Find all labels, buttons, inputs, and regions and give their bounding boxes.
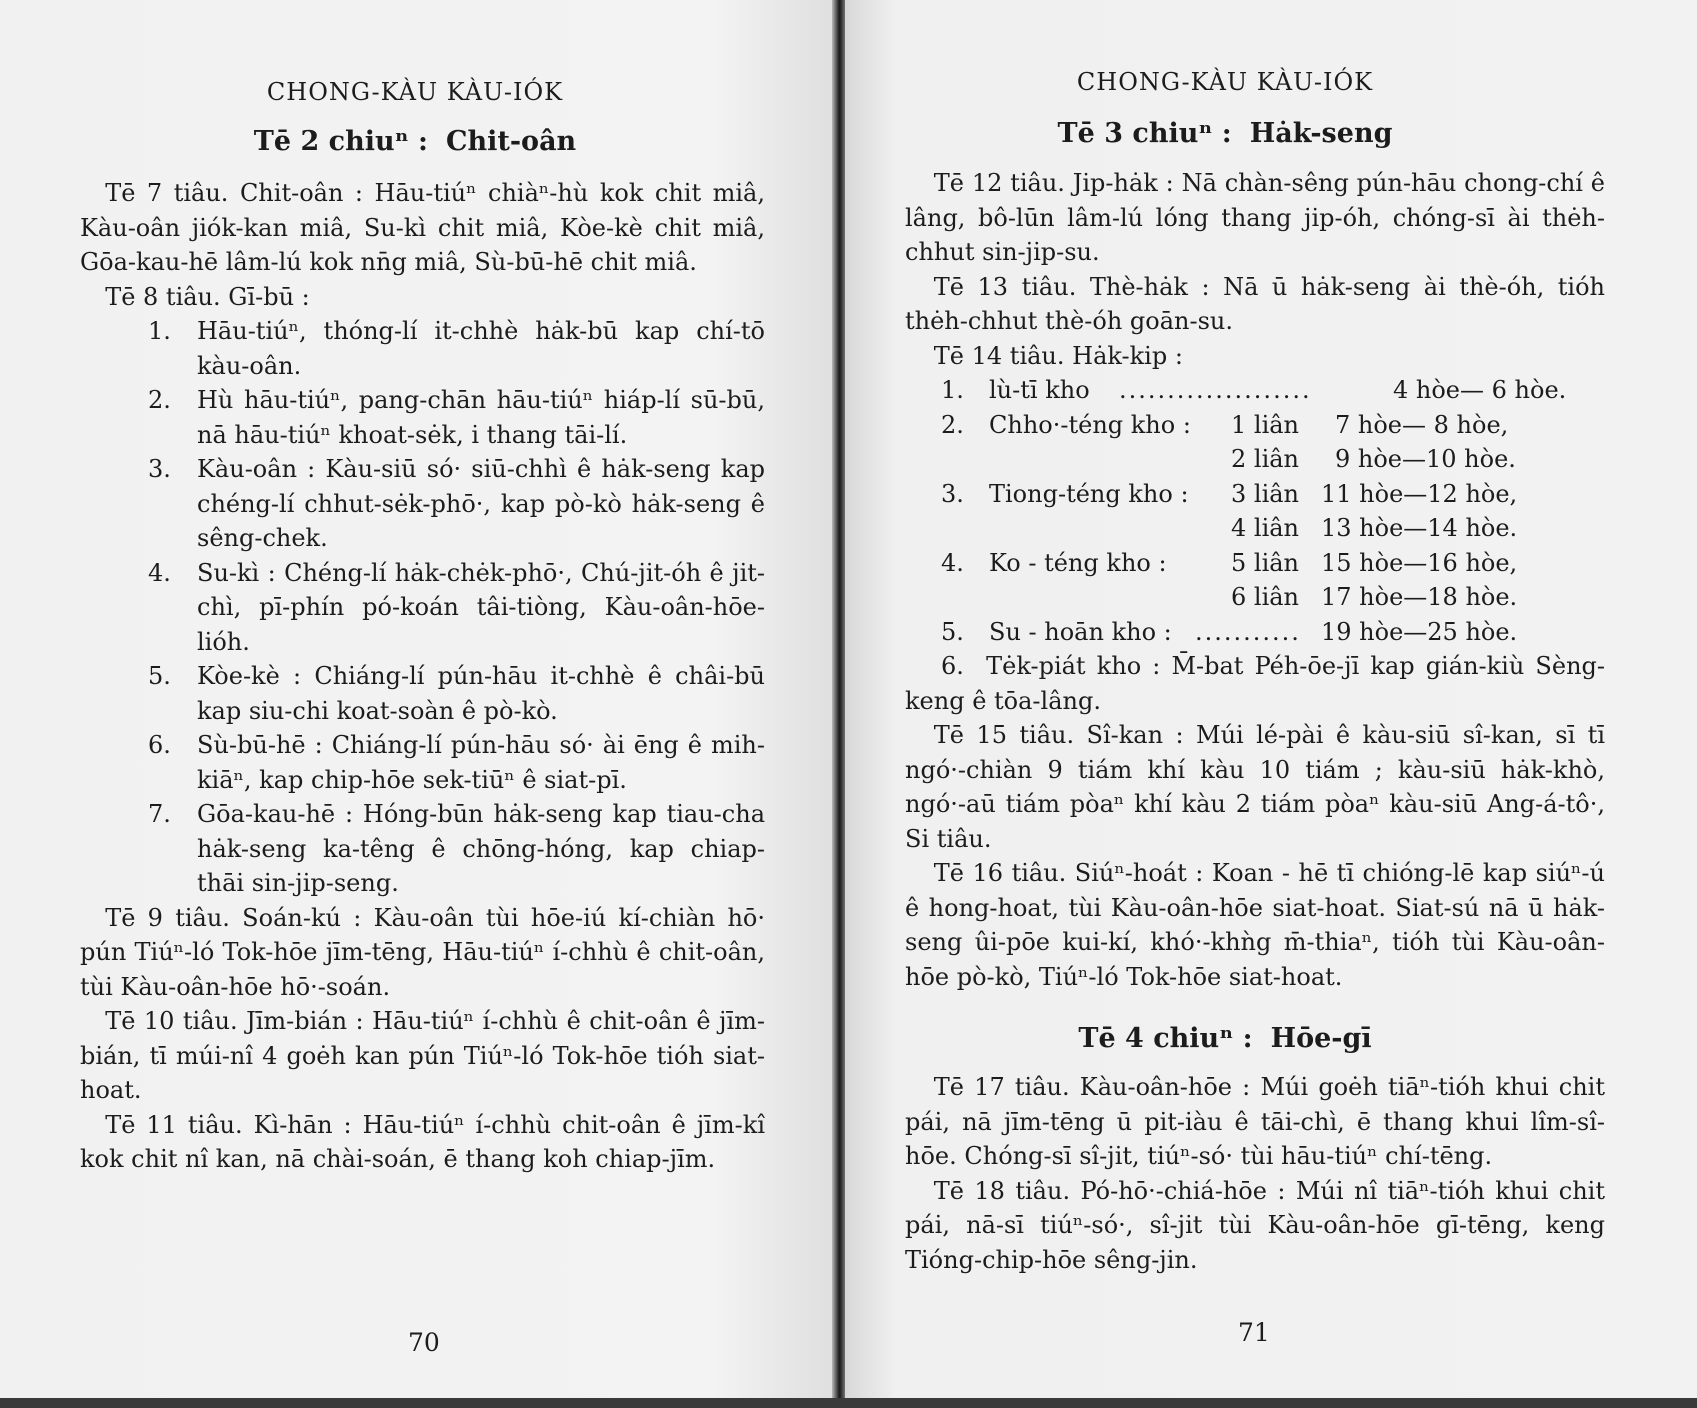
article-10: Tē 10 tiâu. Jīm-bián : Hāu-tiúⁿ í-chhù ê chit-oân ê jīm-bián, tī múi-nî 4 goėh kan pún Tiúⁿ-ló Tok-hōe tióh siat-hoat. bbox=[80, 1007, 765, 1104]
page-header: CHONG-KÀU KÀU-IÓK bbox=[266, 78, 564, 106]
article-9: Tē 9 tiâu. Soán-kú : Kàu-oân tùi hōe-iú kí-chiàn hō· pún Tiúⁿ-ló Tok-hōe jīm-tēng, Hāu-tiúⁿ í-chhù ê chit-oân, tùi Kàu-oân-hōe hō·-soán. bbox=[80, 903, 765, 1001]
right-page bbox=[845, 0, 1697, 1408]
chapter-label: Tē 2 chiuⁿ : bbox=[253, 126, 428, 157]
list-item: 3. Kàu-oân : Kàu-siū só· siū-chhì ê hȧk-seng kap chéng-lí chhut-sėk-phō·, kap pò-kò hȧk-seng ê sêng-chek. bbox=[148, 455, 765, 552]
left-body bbox=[80, 176, 765, 1177]
scan-edge bbox=[0, 1398, 1697, 1408]
duties-list bbox=[80, 314, 765, 901]
chapter-title: Hōe-gī bbox=[1270, 1023, 1372, 1054]
article-8: Tē 8 tiâu. Gī-bū : bbox=[105, 282, 310, 311]
list-item: 2. Chho·-téng kho : 1 liân 7 hòe— 8 hòe, bbox=[941, 410, 1509, 439]
chapter-heading bbox=[960, 1023, 1490, 1054]
list-item: 4. Su-kì : Chéng-lí hȧk-chėk-phō·, Chú-jit-óh ê jit-chì, pī-phín pó-koán tâi-tiòng, Kàu-oân-hōe-lióh. bbox=[148, 558, 765, 656]
article-13: Tē 13 tiâu. Thè-hȧk : Nā ū hȧk-seng ài thè-óh, tióh thėh-chhut thè-óh goān-su. bbox=[905, 272, 1605, 335]
chapter-heading bbox=[150, 126, 680, 157]
list-item: 3. Tiong-téng kho : 3 liân 11 hòe—12 hòe, bbox=[941, 479, 1518, 508]
article-12: Tē 12 tiâu. Jip-hȧk : Nā chàn-sêng pún-hāu chong-chí ê lâng, bô-lūn lâm-lú lóng thang jip-óh, chóng-sī ài thėh-chhut sin-jip-su. bbox=[905, 169, 1605, 266]
list-item: 4. Ko - téng kho : 5 liân 15 hòe—16 hòe, bbox=[941, 548, 1518, 577]
right-body-lower bbox=[905, 1070, 1605, 1277]
list-item: 6. Sù-bū-hē : Chiáng-lí pún-hāu só· ài ēng ê mih-kiāⁿ, kap chip-hōe sek-tiūⁿ ê siat-pī. bbox=[148, 731, 765, 794]
list-item: 6 liân 17 hòe—18 hòe. bbox=[1231, 583, 1518, 611]
page-number: 70 bbox=[408, 1328, 440, 1357]
article-7: Tē 7 tiâu. Chit-oân : Hāu-tiúⁿ chiàⁿ-hù kok chit miâ, Kàu-oân jiók-kan miâ, Su-kì chit miâ, Kòe-kè chit miâ, Gōa-kau-hē lâm-lú kok nn̄g miâ, Sù-bū-hē chit miâ. bbox=[80, 179, 765, 276]
article-18: Tē 18 tiâu. Pó-hō·-chiá-hōe : Múi nî tiāⁿ-tióh khui chit pái, nā-sī tiúⁿ-só·, sî-jit tùi Kàu-oân-hōe gī-tēng, keng Tióng-chip-hōe sêng-jin. bbox=[905, 1176, 1605, 1274]
article-14: Tē 14 tiâu. Hȧk-kip : bbox=[933, 341, 1183, 370]
left-page bbox=[0, 0, 840, 1408]
list-item: 7. Gōa-kau-hē : Hóng-būn hȧk-seng kap tiau-cha hȧk-seng ka-têng ê chōng-hóng, kap chiap-thāi sin-jip-seng. bbox=[148, 800, 765, 897]
chapter-label: Tē 3 chiuⁿ : bbox=[1057, 118, 1232, 149]
article-17: Tē 17 tiâu. Kàu-oân-hōe : Múi goėh tiāⁿ-tióh khui chit pái, nā jīm-tēng ū pit-iàu ê tāi-chì, ē thang khui lîm-sî-hōe. Chóng-sī sî-jit, tiúⁿ-só· tùi hāu-tiúⁿ chí-tēng. bbox=[905, 1073, 1605, 1170]
dot-leader: ........... bbox=[1195, 617, 1301, 646]
list-item: 5. Kòe-kè : Chiáng-lí pún-hāu it-chhè ê châi-bū kap siu-chi koat-soàn ê pò-kò. bbox=[148, 662, 765, 725]
grades-list bbox=[905, 373, 1605, 649]
page-header: CHONG-KÀU KÀU-IÓK bbox=[1076, 68, 1374, 96]
list-item: 2. Hù hāu-tiúⁿ, pang-chān hāu-tiúⁿ hiáp-lí sū-bū, nā hāu-tiúⁿ khoat-sėk, i thang tāi-lí. bbox=[148, 386, 765, 449]
right-body bbox=[905, 166, 1605, 994]
chapter-label: Tē 4 chiuⁿ : bbox=[1078, 1023, 1253, 1054]
chapter-heading bbox=[960, 118, 1490, 149]
list-item: 1. Hāu-tiúⁿ, thóng-lí it-chhè hȧk-bū kap chí-tō kàu-oân. bbox=[148, 317, 765, 380]
list-item: 1. lù-tī kho .................... 4 hòe— 6 hòe. bbox=[905, 373, 1605, 408]
list-item: 2 liân 9 hòe—10 hòe. bbox=[1231, 445, 1516, 473]
list-item: 6. Tėk-piát kho : M̄-bat Péh-ōe-jī kap gián-kiù Sèng-keng ê tōa-lâng. bbox=[905, 652, 1605, 715]
article-15: Tē 15 tiâu. Sî-kan : Múi lé-pài ê kàu-siū sî-kan, sī tī ngó·-chiàn 9 tiám khí kàu 10 tiám ; kàu-siū hȧk-khò, ngó·-aū tiám pòaⁿ khí kàu 2 tiám pòaⁿ kàu-siū Ang-á-tô·, Si tiâu. bbox=[905, 721, 1605, 853]
list-item: 4 liân 13 hòe—14 hòe. bbox=[1231, 514, 1518, 542]
chapter-title: Hȧk-seng bbox=[1249, 118, 1393, 149]
dot-leader: .................... bbox=[1119, 376, 1312, 404]
list-item: 5. Su - hoān kho : ........... 19 hòe—25 hòe. bbox=[905, 615, 1605, 650]
article-16: Tē 16 tiâu. Siúⁿ-hoát : Koan - hē tī chióng-lē kap siúⁿ-ú ê hong-hoat, tùi Kàu-oân-hōe siat-hoat. Siat-sú nā ū hȧk-seng ûi-pōe kui-kí, khó·-khǹg m̄-thiaⁿ, tióh tùi Kàu-oân-hōe pò-kò, Tiúⁿ-ló Tok-hōe siat-hoat. bbox=[905, 859, 1605, 991]
page-number: 71 bbox=[1238, 1318, 1270, 1347]
chapter-title: Chit-oân bbox=[446, 126, 577, 157]
article-11: Tē 11 tiâu. Kì-hān : Hāu-tiúⁿ í-chhù chit-oân ê jīm-kî kok chit nî kan, nā chài-soán, ē thang koh chiap-jīm. bbox=[80, 1110, 765, 1173]
